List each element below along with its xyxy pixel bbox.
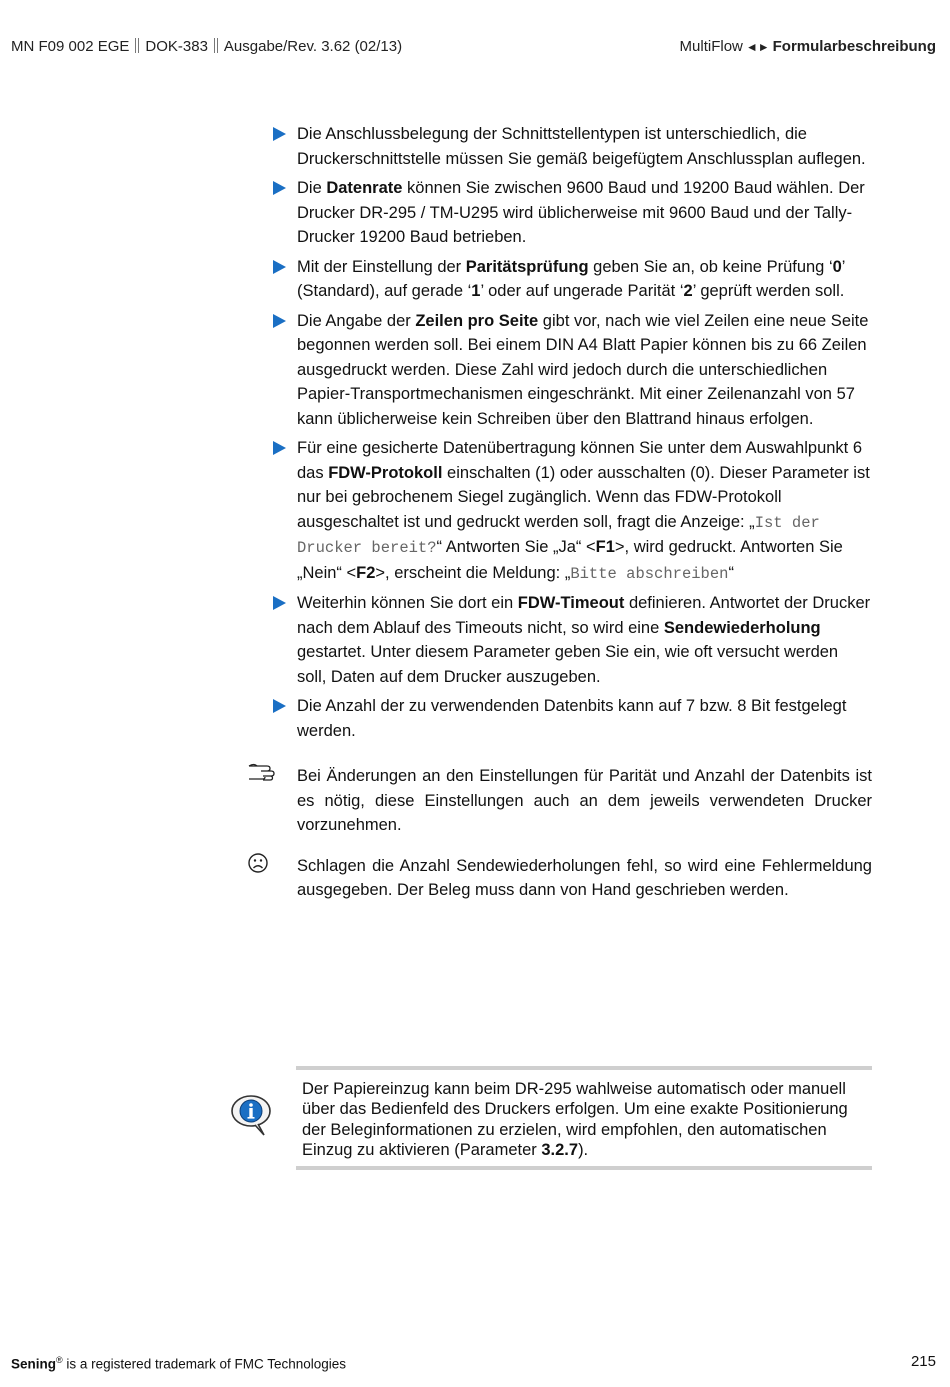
bullet-text: ’ geprüft werden soll. [692, 282, 845, 300]
triangle-right-icon [273, 596, 286, 610]
bold-term: Paritätsprüfung [465, 257, 589, 276]
bullet-list [297, 122, 872, 743]
pointing-hand-icon [247, 760, 279, 784]
bullet-text: “ [728, 563, 734, 582]
bullet-text: Für eine gesicherte Datenübertragung können Sie unter dem Auswahlpunkt 6 das [297, 439, 863, 482]
warning-text: Schlagen die Anzahl Sendewiederholungen fehl, so wird eine Fehlermeldung ausgegeben. Der Beleg muss dann von Hand geschrieben werden. [297, 856, 872, 899]
registered-mark: ® [56, 1355, 63, 1365]
page-header [11, 38, 936, 60]
bullet-text: “ Antworten Sie „Ja“ < [436, 538, 596, 556]
triangle-right-icon [273, 260, 286, 274]
triangle-right-icon [273, 699, 286, 713]
brand-name: Sening [11, 1356, 57, 1372]
revision: Ausgabe/Rev. 3.62 (02/13) [223, 38, 403, 55]
section-title: Formularbeschreibung [772, 38, 936, 55]
doc-id: DOK-383 [145, 38, 208, 55]
display-message: Bitte abschreiben [570, 564, 729, 583]
bullet-text: gestartet. Unter diesem Parameter geben Sie ein, wie oft versucht werden soll, Daten auf dem Drucker auszugeben. [297, 643, 839, 686]
header-right [680, 38, 936, 55]
warning-note [297, 854, 872, 903]
bullet-item [297, 255, 872, 304]
bold-term: FDW-Protokoll [328, 463, 443, 482]
main-content [297, 122, 872, 903]
bullet-item [297, 436, 872, 586]
bullet-item [297, 694, 872, 743]
header-left [11, 38, 402, 55]
hint-text: Bei Änderungen an den Einstellungen für Parität und Anzahl der Datenbits ist es nötig, diese Einstellungen auch an dem jeweils verwendeten Drucker vorzunehmen. [297, 767, 872, 834]
triangle-right-icon [273, 314, 286, 328]
bullet-item [297, 591, 872, 689]
bullet-text: >, wird gedruckt. Antworten Sie „Nein“ < [297, 538, 843, 582]
bullet-text: Die Angabe der [297, 311, 416, 330]
bullet-text: gibt vor, nach wie viel Zeilen eine neue Seite begonnen werden soll. Bei einem DIN A4 Blatt Papier können bis zu 66 Zeilen ausgedruckt werden. Diese Zahl wird jedoch durch die unterschiedlichen Papier-Transportmechanismen eingeschränkt. Mit einer Zeilenanzahl von 57 kann üblicherweise kein Schreiben über den Blattrand hinaus erfolgen. [297, 311, 869, 428]
bold-term: F1 [595, 538, 615, 556]
bullet-text: ’ (Standard), auf gerade ‘ [297, 257, 845, 300]
bullet-text: geben Sie an, ob keine Prüfung ‘ [588, 257, 833, 276]
trademark-text: is a registered trademark of FMC Technologies [62, 1356, 347, 1372]
bold-term: F2 [356, 563, 376, 582]
triangle-right-icon [273, 441, 286, 455]
bullet-text: ’ oder auf ungerade Parität ‘ [480, 282, 684, 300]
bullet-item [297, 309, 872, 432]
info-box [296, 1066, 872, 1170]
bold-term: 0 [832, 257, 842, 276]
bullet-text: Die Anschlussbelegung der Schnittstellentypen ist unterschiedlich, die Druckerschnittstelle müssen Sie gemäß beigefügtem Anschlussplan auflegen. [297, 125, 866, 168]
bullet-text: einschalten (1) oder ausschalten (0). Dieser Parameter ist nur bei gebrochenem Siegel zugänglich. Wenn das FDW-Protokoll ausgeschaltet ist und gedruckt werden soll, fragt die Anzeige: „ [297, 463, 870, 531]
bullet-text: Die [297, 179, 327, 197]
triangle-right-icon [273, 181, 286, 195]
triangle-right-icon [273, 127, 286, 141]
page-number: 215 [910, 1353, 936, 1370]
parameter-ref: 3.2.7 [541, 1140, 579, 1159]
sad-face-icon [247, 852, 269, 874]
separator [214, 38, 218, 53]
bullet-text: können Sie zwischen 9600 Baud und 19200 Baud wählen. Der Drucker DR-295 / TM-U295 wird üblicherweise mit 9600 Baud und der Tally-Drucker 19200 Baud betrieben. [297, 179, 865, 246]
display-message: Ist der Drucker bereit? [297, 513, 820, 557]
info-bubble-icon [228, 1092, 274, 1138]
bold-term: FDW-Timeout [517, 594, 625, 612]
bullet-text: Mit der Einstellung der [297, 257, 466, 276]
bold-term: Datenrate [326, 179, 403, 197]
doc-number: MN F09 002 EGE [11, 38, 130, 55]
bold-term: Zeilen pro Seite [415, 311, 539, 330]
bold-term: 2 [683, 282, 693, 300]
bullet-item [297, 176, 872, 250]
bullet-text: definieren. Antwortet der Drucker nach dem Ablauf des Timeouts nicht, so wird eine [297, 594, 871, 637]
bullet-text: Weiterhin können Sie dort ein [297, 594, 518, 612]
product-name: MultiFlow [679, 38, 743, 55]
info-box-text: Der Papiereinzug kann beim DR-295 wahlweise automatisch oder manuell über das Bedienfeld des Druckers erfolgen. Um eine exakte Positionierung der Beleginformationen zu erzielen, wird empfohlen, den automatischen Einzug zu aktivieren (Parameter 3.2.7). [302, 1080, 848, 1159]
bullet-text: >, erscheint die Meldung: „ [375, 563, 571, 582]
bold-term: 1 [471, 282, 481, 300]
footer-trademark [11, 1355, 346, 1372]
bullet-text: Die Anzahl der zu verwendenden Datenbits kann auf 7 bzw. 8 Bit festgelegt werden. [297, 697, 847, 740]
bullet-item [297, 122, 872, 171]
separator [135, 38, 139, 53]
nav-arrows-icon: ◄► [745, 40, 770, 54]
hint-note [297, 764, 872, 838]
bold-term: Sendewiederholung [663, 618, 821, 637]
